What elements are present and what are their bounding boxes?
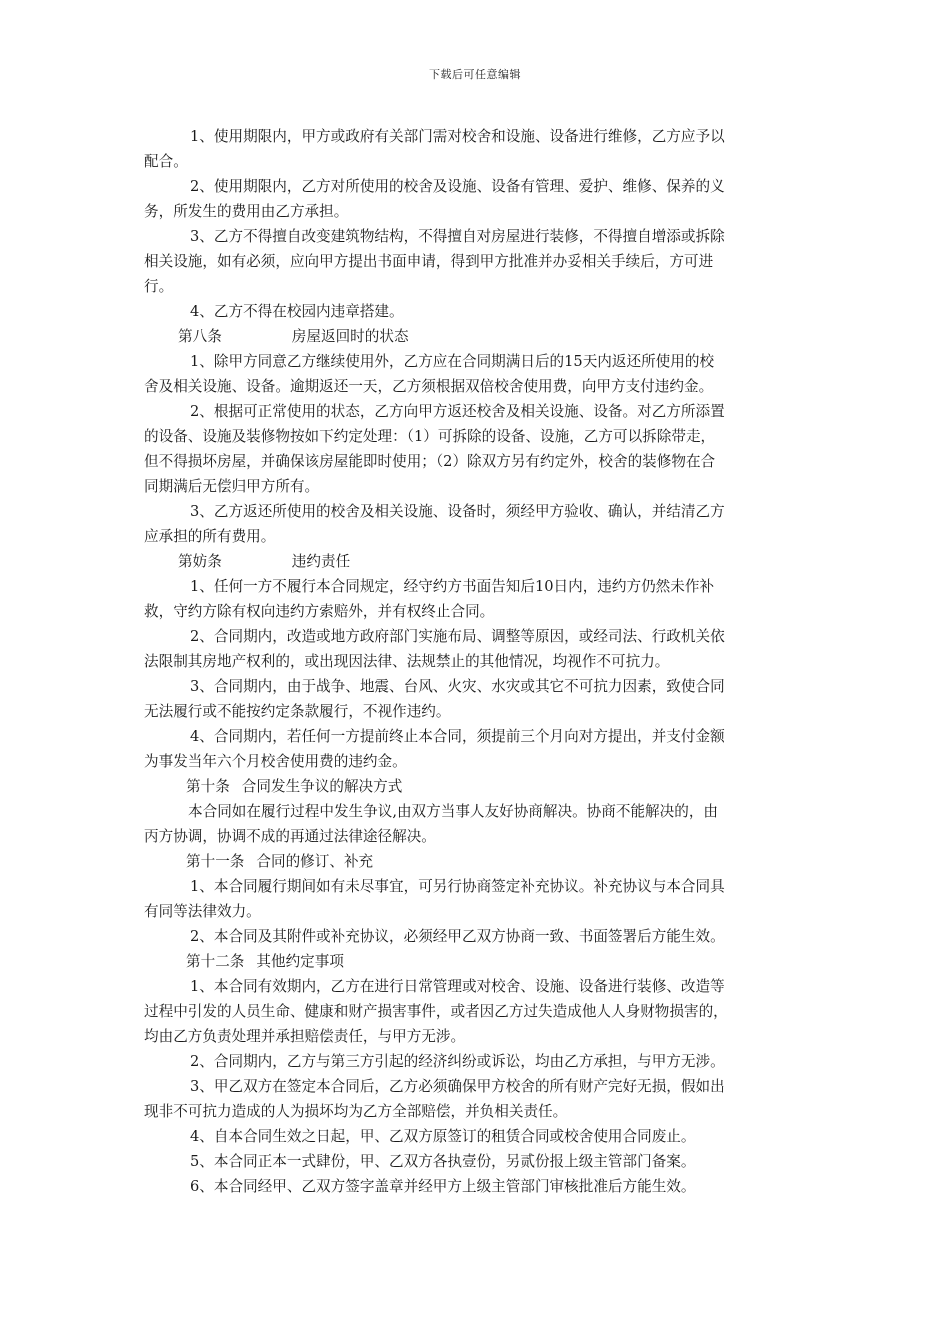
paragraph-line: 2、合同期内，改造或地方政府部门实施布局、调整等原因，或经司法、行政机关依 (190, 628, 725, 645)
article-number: 第十一条 (186, 853, 245, 870)
paragraph-line: 为事发当年六个月校舍使用费的违约金。 (144, 753, 407, 770)
paragraph-line: 1、使用期限内，甲方或政府有关部门需对校舍和设施、设备进行维修，乙方应予以 (190, 128, 725, 145)
paragraph-line: 2、根据可正常使用的状态，乙方向甲方返还校舍及相关设施、设备。对乙方所添置 (190, 403, 725, 420)
paragraph-line: 1、本合同履行期间如有未尽事宜，可另行协商签定补充协议。补充协议与本合同具 (190, 878, 725, 895)
paragraph-line: 3、甲乙双方在签定本合同后，乙方必须确保甲方校舍的所有财产完好无损，假如出 (190, 1078, 725, 1095)
paragraph-line: 4、自本合同生效之日起，甲、乙双方原签订的租赁合同或校舍使用合同废止。 (190, 1128, 696, 1145)
paragraph-line: 救，守约方除有权向违约方索赔外，并有权终止合同。 (144, 603, 495, 620)
paragraph-line: 3、乙方返还所使用的校舍及相关设施、设备时，须经甲方验收、确认，并结清乙方 (190, 503, 725, 520)
article-heading-11 (144, 849, 808, 874)
paragraph-line: 现非不可抗力造成的人为损坏均为乙方全部赔偿，并负相关责任。 (144, 1103, 568, 1120)
paragraph-line: 但不得损坏房屋，并确保该房屋能即时使用；（2）除双方另有约定外，校舍的装修物在合 (144, 453, 716, 470)
paragraph-line: 3、合同期内，由于战争、地震、台风、火灾、水灾或其它不可抗力因素，致使合同 (190, 678, 725, 695)
paragraph-line: 同期满后无偿归甲方所有。 (144, 478, 320, 495)
paragraph-line: 1、任何一方不履行本合同规定，经守约方书面告知后10日内，违约方仍然未作补 (190, 578, 715, 595)
paragraph-line: 过程中引发的人员生命、健康和财产损害事件，或者因乙方过失造成他人人身财物损害的， (144, 1003, 728, 1020)
paragraph-line: 相关设施，如有必须，应向甲方提出书面申请，得到甲方批准并办妥相关手续后，方可进 (144, 253, 714, 270)
article-title: 违约责任 (291, 553, 351, 570)
article-number: 第妨条 (178, 553, 222, 570)
paragraph-line: 均由乙方负责处理并承担赔偿责任，与甲方无涉。 (144, 1028, 466, 1045)
paragraph-line: 1、本合同有效期内，乙方在进行日常管理或对校舍、设施、设备进行装修、改造等 (190, 978, 725, 995)
paragraph-line: 丙方协调，协调不成的再通过法律途径解决。 (144, 828, 436, 845)
paragraph-line: 有同等法律效力。 (144, 903, 261, 920)
paragraph-line: 无法履行或不能按约定条款履行，不视作违约。 (144, 703, 451, 720)
article-heading-9 (144, 549, 808, 574)
paragraph-line: 本合同如在履行过程中发生争议,由双方当事人友好协商解决。协商不能解决的，由 (188, 803, 719, 820)
paragraph-line: 4、乙方不得在校园内违章搭建。 (190, 303, 404, 320)
paragraph-line: 2、合同期内，乙方与第三方引起的经济纠纷或诉讼，均由乙方承担，与甲方无涉。 (190, 1053, 725, 1070)
article-title: 房屋返回时的状态 (291, 328, 409, 345)
paragraph-line: 务，所发生的费用由乙方承担。 (144, 203, 349, 220)
paragraph-line: 6、本合同经甲、乙双方签字盖章并经甲方上级主管部门审核批准后方能生效。 (190, 1178, 696, 1195)
article-number: 第十二条 (186, 953, 245, 970)
paragraph-line: 5、本合同正本一式肆份，甲、乙双方各执壹份，另贰份报上级主管部门备案。 (190, 1153, 696, 1170)
page-header: 下载后可任意编辑 (429, 68, 521, 81)
article-title: 其他约定事项 (256, 953, 344, 970)
article-heading-12 (144, 949, 808, 974)
paragraph-line: 舍及相关设施、设备。逾期返还一天，乙方须根据双倍校舍使用费，向甲方支付违约金。 (144, 378, 714, 395)
paragraph-line: 法限制其房地产权利的，或出现因法律、法规禁止的其他情况，均视作不可抗力。 (144, 653, 670, 670)
paragraph-line: 2、本合同及其附件或补充协议，必须经甲乙双方协商一致、书面签署后方能生效。 (190, 928, 725, 945)
article-heading-10 (144, 774, 808, 799)
document-body (144, 124, 808, 1199)
paragraph-line: 1、除甲方同意乙方继续使用外，乙方应在合同期满日后的15天内返还所使用的校 (190, 353, 715, 370)
article-number: 第十条 (186, 778, 230, 795)
paragraph-line: 3、乙方不得擅自改变建筑物结构，不得擅自对房屋进行装修，不得擅自增添或拆除 (190, 228, 725, 245)
article-number: 第八条 (178, 328, 222, 345)
article-title: 合同发生争议的解决方式 (241, 778, 403, 795)
article-title: 合同的修订、补充 (256, 853, 374, 870)
article-heading-8 (144, 324, 808, 349)
paragraph-line: 4、合同期内，若任何一方提前终止本合同，须提前三个月向对方提出，并支付金额 (190, 728, 725, 745)
paragraph-line: 2、使用期限内，乙方对所使用的校舍及设施、设备有管理、爱护、维修、保养的义 (190, 178, 725, 195)
paragraph-line: 的设备、设施及装修物按如下约定处理：（1）可拆除的设备、设施，乙方可以拆除带走， (144, 428, 716, 445)
paragraph-line: 应承担的所有费用。 (144, 528, 276, 545)
paragraph-line: 行。 (144, 278, 174, 295)
paragraph-line: 配合。 (144, 153, 188, 170)
